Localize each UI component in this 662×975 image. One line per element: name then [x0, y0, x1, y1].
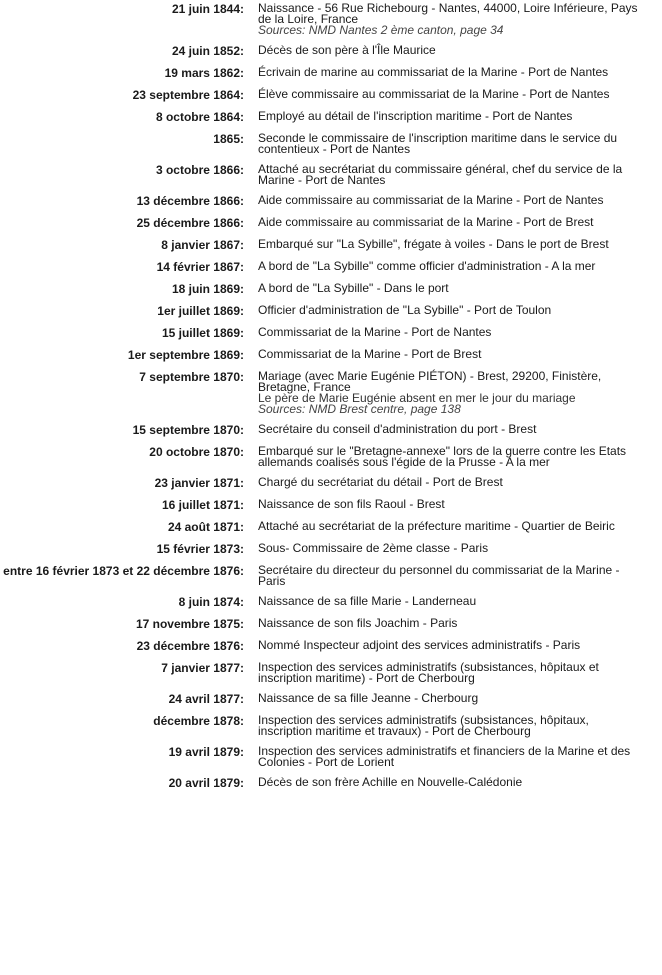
event-description: Secrétaire du conseil d'administration du port - Brest	[258, 422, 537, 436]
date-separator: :	[240, 370, 244, 384]
date-separator: :	[240, 498, 244, 512]
event-date: 3 octobre 1866	[155, 163, 240, 177]
event-note: Le père de Marie Eugénie absent en mer le jour du mariage	[258, 391, 576, 405]
event-details	[244, 327, 644, 338]
event-description: Commissariat de la Marine - Port de Brest	[258, 347, 482, 361]
event-source: Sources: NMD Brest centre, page 138	[258, 402, 461, 416]
event-date: 21 juin 1844	[171, 2, 240, 16]
event-date: 19 mars 1862	[164, 66, 240, 80]
event-date: 15 septembre 1870	[132, 423, 240, 437]
event-description: Naissance - 56 Rue Richebourg - Nantes, 44000, Loire Inférieure, Pays de la Loire, France	[258, 1, 638, 26]
timeline-event	[0, 446, 662, 477]
event-details	[244, 477, 644, 488]
event-date: entre 16 février 1873 et 22 décembre 1876	[3, 564, 240, 578]
event-date: 24 août 1871	[167, 520, 240, 534]
event-date: 7 septembre 1870	[139, 370, 240, 384]
event-date: 16 juillet 1871	[161, 498, 240, 512]
event-description: Secrétaire du directeur du personnel du commissariat de la Marine - Paris	[258, 563, 620, 588]
event-description: Inspection des services administratifs (subsistances, hôpitaux et inscription maritime) - Port de Cherbourg	[258, 660, 599, 685]
event-details	[244, 521, 644, 532]
date-separator: :	[240, 44, 244, 58]
event-details	[244, 111, 644, 122]
event-description: Embarqué sur le "Bretagne-annexe" lors de la guerre contre les Etats allemands coalisés sous l'égide de la Prusse - A la mer	[258, 444, 627, 469]
timeline-event	[0, 217, 662, 239]
event-date: 20 octobre 1870	[149, 445, 240, 459]
timeline-event	[0, 477, 662, 499]
event-description: Naissance de son fils Joachim - Paris	[258, 616, 458, 630]
date-separator: :	[240, 88, 244, 102]
event-details	[244, 640, 644, 651]
event-details	[244, 239, 644, 250]
timeline-event	[0, 715, 662, 746]
date-separator: :	[240, 542, 244, 556]
event-description: Embarqué sur "La Sybille", frégate à voiles - Dans le port de Brest	[258, 237, 609, 251]
timeline-event	[0, 777, 662, 799]
event-description: Chargé du secrétariat du détail - Port de Brest	[258, 475, 503, 489]
event-date: 14 février 1867	[156, 260, 240, 274]
event-details	[244, 543, 644, 554]
event-details	[244, 596, 644, 607]
event-details	[244, 746, 644, 768]
event-details	[244, 693, 644, 704]
date-separator: :	[240, 66, 244, 80]
event-description: Commissariat de la Marine - Port de Nantes	[258, 325, 492, 339]
timeline-event	[0, 89, 662, 111]
event-date: 24 avril 1877	[168, 692, 240, 706]
event-details	[244, 371, 644, 415]
event-description: A bord de "La Sybille" comme officier d'administration - A la mer	[258, 259, 596, 273]
date-separator: :	[240, 564, 244, 578]
event-date: 24 juin 1852	[171, 44, 240, 58]
event-details	[244, 261, 644, 272]
timeline-event	[0, 67, 662, 89]
event-description: Naissance de sa fille Jeanne - Cherbourg	[258, 691, 479, 705]
event-description: Seconde le commissaire de l'inscription maritime dans le service du contentieux - Port de Nantes	[258, 131, 618, 156]
date-separator: :	[240, 132, 244, 146]
date-separator: :	[240, 714, 244, 728]
event-description: Employé au détail de l'inscription maritime - Port de Nantes	[258, 109, 573, 123]
event-date: 8 janvier 1867	[161, 238, 240, 252]
date-separator: :	[240, 282, 244, 296]
event-date: 23 septembre 1864	[132, 88, 240, 102]
event-date: 25 décembre 1866	[136, 216, 240, 230]
event-details	[244, 618, 644, 629]
event-details	[244, 662, 644, 684]
date-separator: :	[240, 661, 244, 675]
timeline-event	[0, 3, 662, 45]
event-date: 13 décembre 1866	[136, 194, 240, 208]
event-details	[244, 499, 644, 510]
date-separator: :	[240, 216, 244, 230]
event-description: Sous- Commissaire de 2ème classe - Paris	[258, 541, 489, 555]
date-separator: :	[240, 423, 244, 437]
timeline-event	[0, 662, 662, 693]
timeline-event	[0, 693, 662, 715]
timeline-event	[0, 283, 662, 305]
event-description: A bord de "La Sybille" - Dans le port	[258, 281, 449, 295]
event-details	[244, 217, 644, 228]
date-separator: :	[240, 238, 244, 252]
date-separator: :	[240, 745, 244, 759]
timeline-event	[0, 305, 662, 327]
event-date: décembre 1878	[153, 714, 240, 728]
timeline-event	[0, 195, 662, 217]
event-description: Aide commissaire au commissariat de la Marine - Port de Nantes	[258, 193, 604, 207]
event-date: 1er juillet 1869	[157, 304, 240, 318]
event-details	[244, 3, 644, 36]
timeline-event	[0, 640, 662, 662]
timeline-event	[0, 543, 662, 565]
timeline-event	[0, 596, 662, 618]
event-details	[244, 777, 644, 788]
date-separator: :	[240, 163, 244, 177]
date-separator: :	[240, 348, 244, 362]
event-details	[244, 305, 644, 316]
event-details	[244, 164, 644, 186]
event-description: Naissance de son fils Raoul - Brest	[258, 497, 445, 511]
event-date: 23 janvier 1871	[154, 476, 240, 490]
event-date: 7 janvier 1877	[161, 661, 240, 675]
event-description: Décès de son frère Achille en Nouvelle-Calédonie	[258, 775, 523, 789]
timeline-event	[0, 164, 662, 195]
event-date: 20 avril 1879	[168, 776, 240, 790]
event-description: Attaché au secrétariat du commissaire général, chef du service de la Marine - Port de Nantes	[258, 162, 623, 187]
event-date: 19 avril 1879	[168, 745, 240, 759]
timeline-event	[0, 499, 662, 521]
timeline-event	[0, 371, 662, 424]
date-separator: :	[240, 194, 244, 208]
timeline-event	[0, 327, 662, 349]
event-details	[244, 195, 644, 206]
event-date: 8 juin 1874	[178, 595, 240, 609]
event-details	[244, 89, 644, 100]
event-date: 15 juillet 1869	[161, 326, 240, 340]
event-description: Mariage (avec Marie Eugénie PIÉTON) - Brest, 29200, Finistère, Bretagne, France	[258, 369, 602, 394]
event-date: 15 février 1873	[156, 542, 240, 556]
date-separator: :	[240, 110, 244, 124]
event-description: Officier d'administration de "La Sybille" - Port de Toulon	[258, 303, 552, 317]
event-description: Décès de son père à l'Île Maurice	[258, 43, 436, 57]
event-date: 1865	[213, 132, 240, 146]
timeline-event	[0, 746, 662, 777]
date-separator: :	[240, 692, 244, 706]
event-description: Nommé Inspecteur adjoint des services administratifs - Paris	[258, 638, 581, 652]
timeline-event	[0, 424, 662, 446]
timeline-event	[0, 261, 662, 283]
timeline-event	[0, 133, 662, 164]
event-details	[244, 565, 644, 587]
event-details	[244, 45, 644, 56]
event-date: 23 décembre 1876	[136, 639, 240, 653]
event-details	[244, 715, 644, 737]
event-description: Élève commissaire au commissariat de la Marine - Port de Nantes	[258, 87, 610, 101]
event-date: 17 novembre 1875	[135, 617, 240, 631]
event-description: Écrivain de marine au commissariat de la Marine - Port de Nantes	[258, 65, 609, 79]
event-description: Inspection des services administratifs et financiers de la Marine et des Colonies - Port de Lorient	[258, 744, 631, 769]
event-date: 8 octobre 1864	[155, 110, 240, 124]
date-separator: :	[240, 595, 244, 609]
timeline-event	[0, 239, 662, 261]
event-source: Sources: NMD Nantes 2 ème canton, page 34	[258, 23, 504, 37]
event-description: Inspection des services administratifs (subsistances, hôpitaux, inscription maritime et travaux) - Port de Cherbourg	[258, 713, 589, 738]
event-description: Naissance de sa fille Marie - Landerneau	[258, 594, 477, 608]
timeline-event	[0, 618, 662, 640]
date-separator: :	[240, 520, 244, 534]
date-separator: :	[240, 326, 244, 340]
event-details	[244, 67, 644, 78]
timeline-event	[0, 349, 662, 371]
event-description: Attaché au secrétariat de la préfecture maritime - Quartier de Beiric	[258, 519, 615, 533]
date-separator: :	[240, 617, 244, 631]
timeline-event	[0, 45, 662, 67]
date-separator: :	[240, 304, 244, 318]
timeline-event	[0, 565, 662, 596]
event-date: 1er septembre 1869	[127, 348, 240, 362]
event-date: 18 juin 1869	[171, 282, 240, 296]
event-details	[244, 424, 644, 435]
event-details	[244, 133, 644, 155]
event-details	[244, 283, 644, 294]
timeline-event	[0, 111, 662, 133]
date-separator: :	[240, 260, 244, 274]
event-details	[244, 349, 644, 360]
timeline-event	[0, 521, 662, 543]
date-separator: :	[240, 2, 244, 16]
date-separator: :	[240, 476, 244, 490]
date-separator: :	[240, 776, 244, 790]
date-separator: :	[240, 445, 244, 459]
event-details	[244, 446, 644, 468]
date-separator: :	[240, 639, 244, 653]
event-description: Aide commissaire au commissariat de la Marine - Port de Brest	[258, 215, 594, 229]
